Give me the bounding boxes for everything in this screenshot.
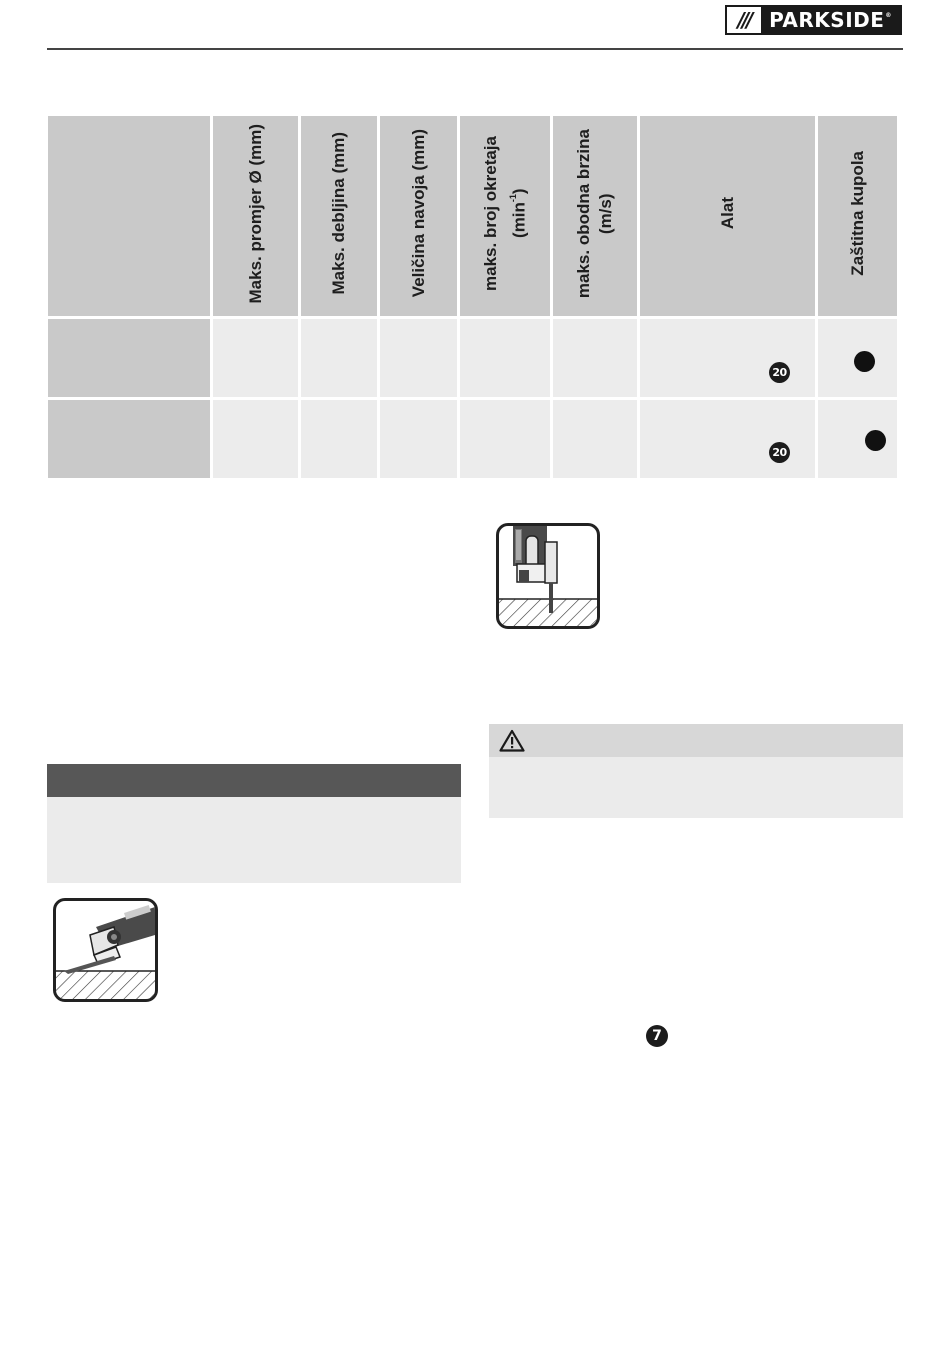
warning-header xyxy=(489,724,903,757)
header-max-speed-text: maks. obodna brzina (m/s) xyxy=(574,128,616,299)
header-max-rpm xyxy=(460,116,551,316)
tool-cell xyxy=(640,319,816,397)
spec-table xyxy=(45,116,900,478)
parkside-logo xyxy=(725,5,902,35)
filled-dot-icon xyxy=(854,351,875,372)
table-row xyxy=(48,400,897,478)
filled-dot-icon xyxy=(865,430,886,451)
warning-body xyxy=(489,757,903,818)
table-header-row xyxy=(48,116,897,316)
row-label-cell xyxy=(48,400,210,478)
logo-wordmark xyxy=(761,7,900,33)
table-cell xyxy=(460,400,551,478)
table-cell xyxy=(301,319,377,397)
header-corner xyxy=(48,116,210,316)
header-guard: Zaštitna kupola xyxy=(818,116,897,316)
table-cell xyxy=(553,400,637,478)
table-cell xyxy=(380,400,456,478)
header-max-rpm-text: maks. broj okretaja $(\min^{-1})$ xyxy=(480,136,529,291)
table-cell xyxy=(460,319,551,397)
header-max-speed xyxy=(553,116,637,316)
header-tool: Alat xyxy=(640,116,816,316)
table-cell xyxy=(213,400,297,478)
cutting-illustration-icon xyxy=(496,523,600,629)
section-heading-bar xyxy=(47,764,461,797)
table-cell xyxy=(380,319,456,397)
table-cell xyxy=(301,400,377,478)
reference-number-badge: 7 xyxy=(646,1025,668,1047)
tool-number-badge: 20 xyxy=(769,442,790,463)
guard-cell xyxy=(818,400,897,478)
header-max-thickness: Maks. debljina (mm) xyxy=(301,116,377,316)
table-row xyxy=(48,319,897,397)
table-cell xyxy=(553,319,637,397)
guard-cell xyxy=(818,319,897,397)
logo-slashes: /// xyxy=(727,7,761,33)
tool-cell xyxy=(640,400,816,478)
logo-text: PARKSIDE xyxy=(769,8,885,32)
registered-mark: ® xyxy=(885,12,892,19)
tool-number-badge: 20 xyxy=(769,362,790,383)
table-cell xyxy=(213,319,297,397)
header-rule xyxy=(47,48,903,50)
section-note-box xyxy=(47,797,461,883)
row-label-cell xyxy=(48,319,210,397)
grinding-illustration-icon xyxy=(53,898,158,1002)
header-thread-size: Veličina navoja (mm) xyxy=(380,116,456,316)
warning-triangle-icon xyxy=(499,729,525,752)
header-max-diameter: Maks. promjer Ø (mm) xyxy=(213,116,297,316)
